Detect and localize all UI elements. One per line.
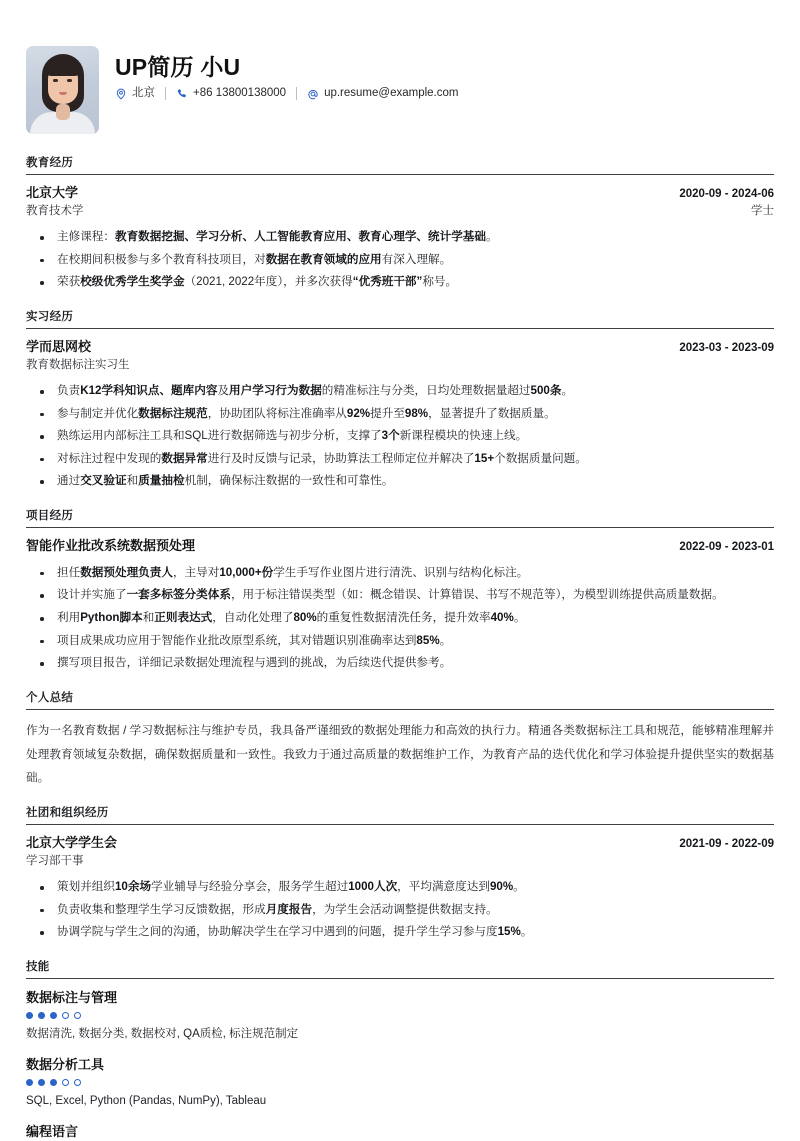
skill-dot-empty <box>62 1079 69 1086</box>
entry-organization: 北京大学学生会 <box>26 835 118 851</box>
entry-date: 2022-09 - 2023-01 <box>679 540 774 553</box>
resume-header <box>26 46 774 140</box>
email-at-icon <box>307 88 319 100</box>
photo-fringe <box>45 58 81 76</box>
entry-degree: 学士 <box>751 204 774 217</box>
bullet-item: 负责K12学科知识点、题库内容及用户学习行为数据的精准标注与分类，日均处理数据量超过500条。 <box>26 380 774 403</box>
entry-date: 2021-09 - 2022-09 <box>679 838 774 851</box>
bullet-item: 对标注过程中发现的数据异常进行及时反馈与记录，协助算法工程师定位并解决了15+个数据质量问题。 <box>26 448 774 471</box>
entry <box>26 338 774 493</box>
skill-block <box>26 1122 774 1141</box>
bullet-item: 荣获校级优秀学生奖学金（2021, 2022年度），并多次获得“优秀班干部”称号。 <box>26 271 774 294</box>
entry-date: 2023-03 - 2023-09 <box>679 341 774 354</box>
section-title: 实习经历 <box>26 310 74 323</box>
entry-header <box>26 184 774 203</box>
entry-date: 2020-09 - 2024-06 <box>679 188 774 200</box>
entry <box>26 834 774 944</box>
skill-dot-empty <box>62 1012 69 1019</box>
skill-rating <box>26 1079 774 1086</box>
entry-role: 教育技术学 <box>26 204 84 217</box>
skill-dot-filled <box>50 1079 57 1086</box>
section-title: 社团和组织经历 <box>26 807 109 820</box>
skill-dot-empty <box>74 1012 81 1019</box>
bullet-item: 负责收集和整理学生学习反馈数据，形成月度报告，为学生会活动调整提供数据支持。 <box>26 899 774 922</box>
section-title: 技能 <box>26 960 50 973</box>
section-divider <box>26 328 774 329</box>
bullet-list <box>26 380 774 493</box>
bullet-item: 通过交叉验证和质量抽检机制，确保标注数据的一致性和可靠性。 <box>26 470 774 493</box>
entry-role: 学习部干事 <box>26 854 84 867</box>
skill-name: 数据分析工具 <box>26 1056 105 1072</box>
location-pin-icon <box>115 88 127 100</box>
bullet-item: 主修课程：教育数据挖掘、学习分析、人工智能教育应用、教育心理学、统计学基础。 <box>26 226 774 249</box>
entry-organization: 智能作业批改系统数据预处理 <box>26 537 196 553</box>
entry-header <box>26 338 774 357</box>
section-title: 项目经历 <box>26 509 74 522</box>
bullet-item: 担任数据预处理负责人，主导对10,000+份学生手写作业图片进行清洗、识别与结构化标注。 <box>26 562 774 585</box>
skill-items: SQL, Excel, Python (Pandas, NumPy), Tableau <box>26 1095 267 1108</box>
section-title: 教育经历 <box>26 157 74 169</box>
contact-email <box>307 88 458 100</box>
skill-dot-empty <box>74 1079 81 1086</box>
skill-block <box>26 988 774 1044</box>
section-divider <box>26 527 774 528</box>
contact-location <box>115 88 155 100</box>
section-summary <box>26 689 774 790</box>
photo-neck <box>56 104 70 120</box>
bullet-item: 在校期间积极参与多个教育科技项目，对数据在教育领域的应用有深入理解。 <box>26 249 774 272</box>
contact-phone-text: +86 13800138000 <box>193 87 287 100</box>
bullet-list <box>26 876 774 944</box>
entry-organization: 北京大学 <box>26 185 79 200</box>
bullet-item: 设计并实施了一套多标签分类体系，用于标注错误类型（如：概念错误、计算错误、书写不规范等），为模型训练提供高质量数据。 <box>26 584 774 607</box>
contact-phone <box>176 88 286 100</box>
skill-name: 编程语言 <box>26 1123 79 1139</box>
skill-dot-filled <box>38 1079 45 1086</box>
section-divider <box>26 709 774 710</box>
skill-dot-filled <box>38 1012 45 1019</box>
photo-eye-left <box>53 79 58 82</box>
resume-sections <box>26 154 774 1141</box>
section-education <box>26 154 774 294</box>
section-divider <box>26 978 774 979</box>
bullet-item: 协调学院与学生之间的沟通，协助解决学生在学习中遇到的问题，提升学生学习参与度15%。 <box>26 921 774 944</box>
entry-header <box>26 834 774 853</box>
section-skills <box>26 958 774 1141</box>
contact-divider <box>165 87 166 100</box>
section-divider <box>26 174 774 175</box>
entry-header <box>26 537 774 556</box>
bullet-item: 撰写项目报告，详细记录数据处理流程与遇到的挑战，为后续迭代提供参考。 <box>26 652 774 675</box>
section-projects <box>26 507 774 675</box>
bullet-item: 利用Python脚本和正则表达式，自动化处理了80%的重复性数据清洗任务，提升效率40%。 <box>26 607 774 630</box>
entry-role: 教育数据标注实习生 <box>26 358 130 371</box>
contact-divider <box>296 87 297 100</box>
entry-subheader <box>26 357 774 374</box>
entry-subheader <box>26 203 774 220</box>
contact-list <box>115 87 458 100</box>
profile-photo <box>26 46 99 134</box>
candidate-name: UP简历 小U <box>115 54 241 80</box>
contact-email-text: up.resume@example.com <box>324 87 459 100</box>
bullet-list <box>26 226 774 294</box>
bullet-item: 参与制定并优化数据标注规范，协助团队将标注准确率从92%提升至98%，显著提升了数据质量。 <box>26 403 774 426</box>
section-organizations <box>26 804 774 944</box>
section-title: 个人总结 <box>26 691 74 704</box>
bullet-item: 策划并组织10余场学业辅导与经验分享会，服务学生超过1000人次，平均满意度达到90%。 <box>26 876 774 899</box>
entry-organization: 学而思网校 <box>26 338 92 354</box>
skill-rating <box>26 1012 774 1019</box>
header-text-block <box>115 46 458 100</box>
photo-eye-right <box>67 79 72 82</box>
skill-dot-filled <box>26 1079 33 1086</box>
section-divider <box>26 824 774 825</box>
entry <box>26 537 774 675</box>
bullet-list <box>26 562 774 675</box>
entry <box>26 184 774 294</box>
skill-items: 数据清洗, 数据分类, 数据校对, QA质检, 标注规范制定 <box>26 1028 299 1041</box>
skill-dot-filled <box>26 1012 33 1019</box>
skill-name: 数据标注与管理 <box>26 989 118 1005</box>
phone-icon <box>176 88 188 100</box>
contact-location-text: 北京 <box>132 87 155 100</box>
bullet-item: 熟练运用内部标注工具和SQL进行数据筛选与初步分析，支撑了3个新课程模块的快速上线。 <box>26 425 774 448</box>
section-internship <box>26 308 774 493</box>
entry-subheader <box>26 853 774 870</box>
bullet-item: 项目成果成功应用于智能作业批改原型系统，其对错题识别准确率达到85%。 <box>26 630 774 653</box>
skill-block <box>26 1055 774 1111</box>
summary-text: 作为一名教育数据 / 学习数据标注与维护专员，我具备严谨细致的数据处理能力和高效的执行力。精通各类数据标注工具和规范，能够精准理解并处理教育领域复杂数据，确保数据质量和一致性。我致力于通过高质量的数据维护工作，为教育产品的迭代优化和学习体验提升提供坚实的数据基础。 <box>26 723 774 785</box>
skill-dot-filled <box>50 1012 57 1019</box>
